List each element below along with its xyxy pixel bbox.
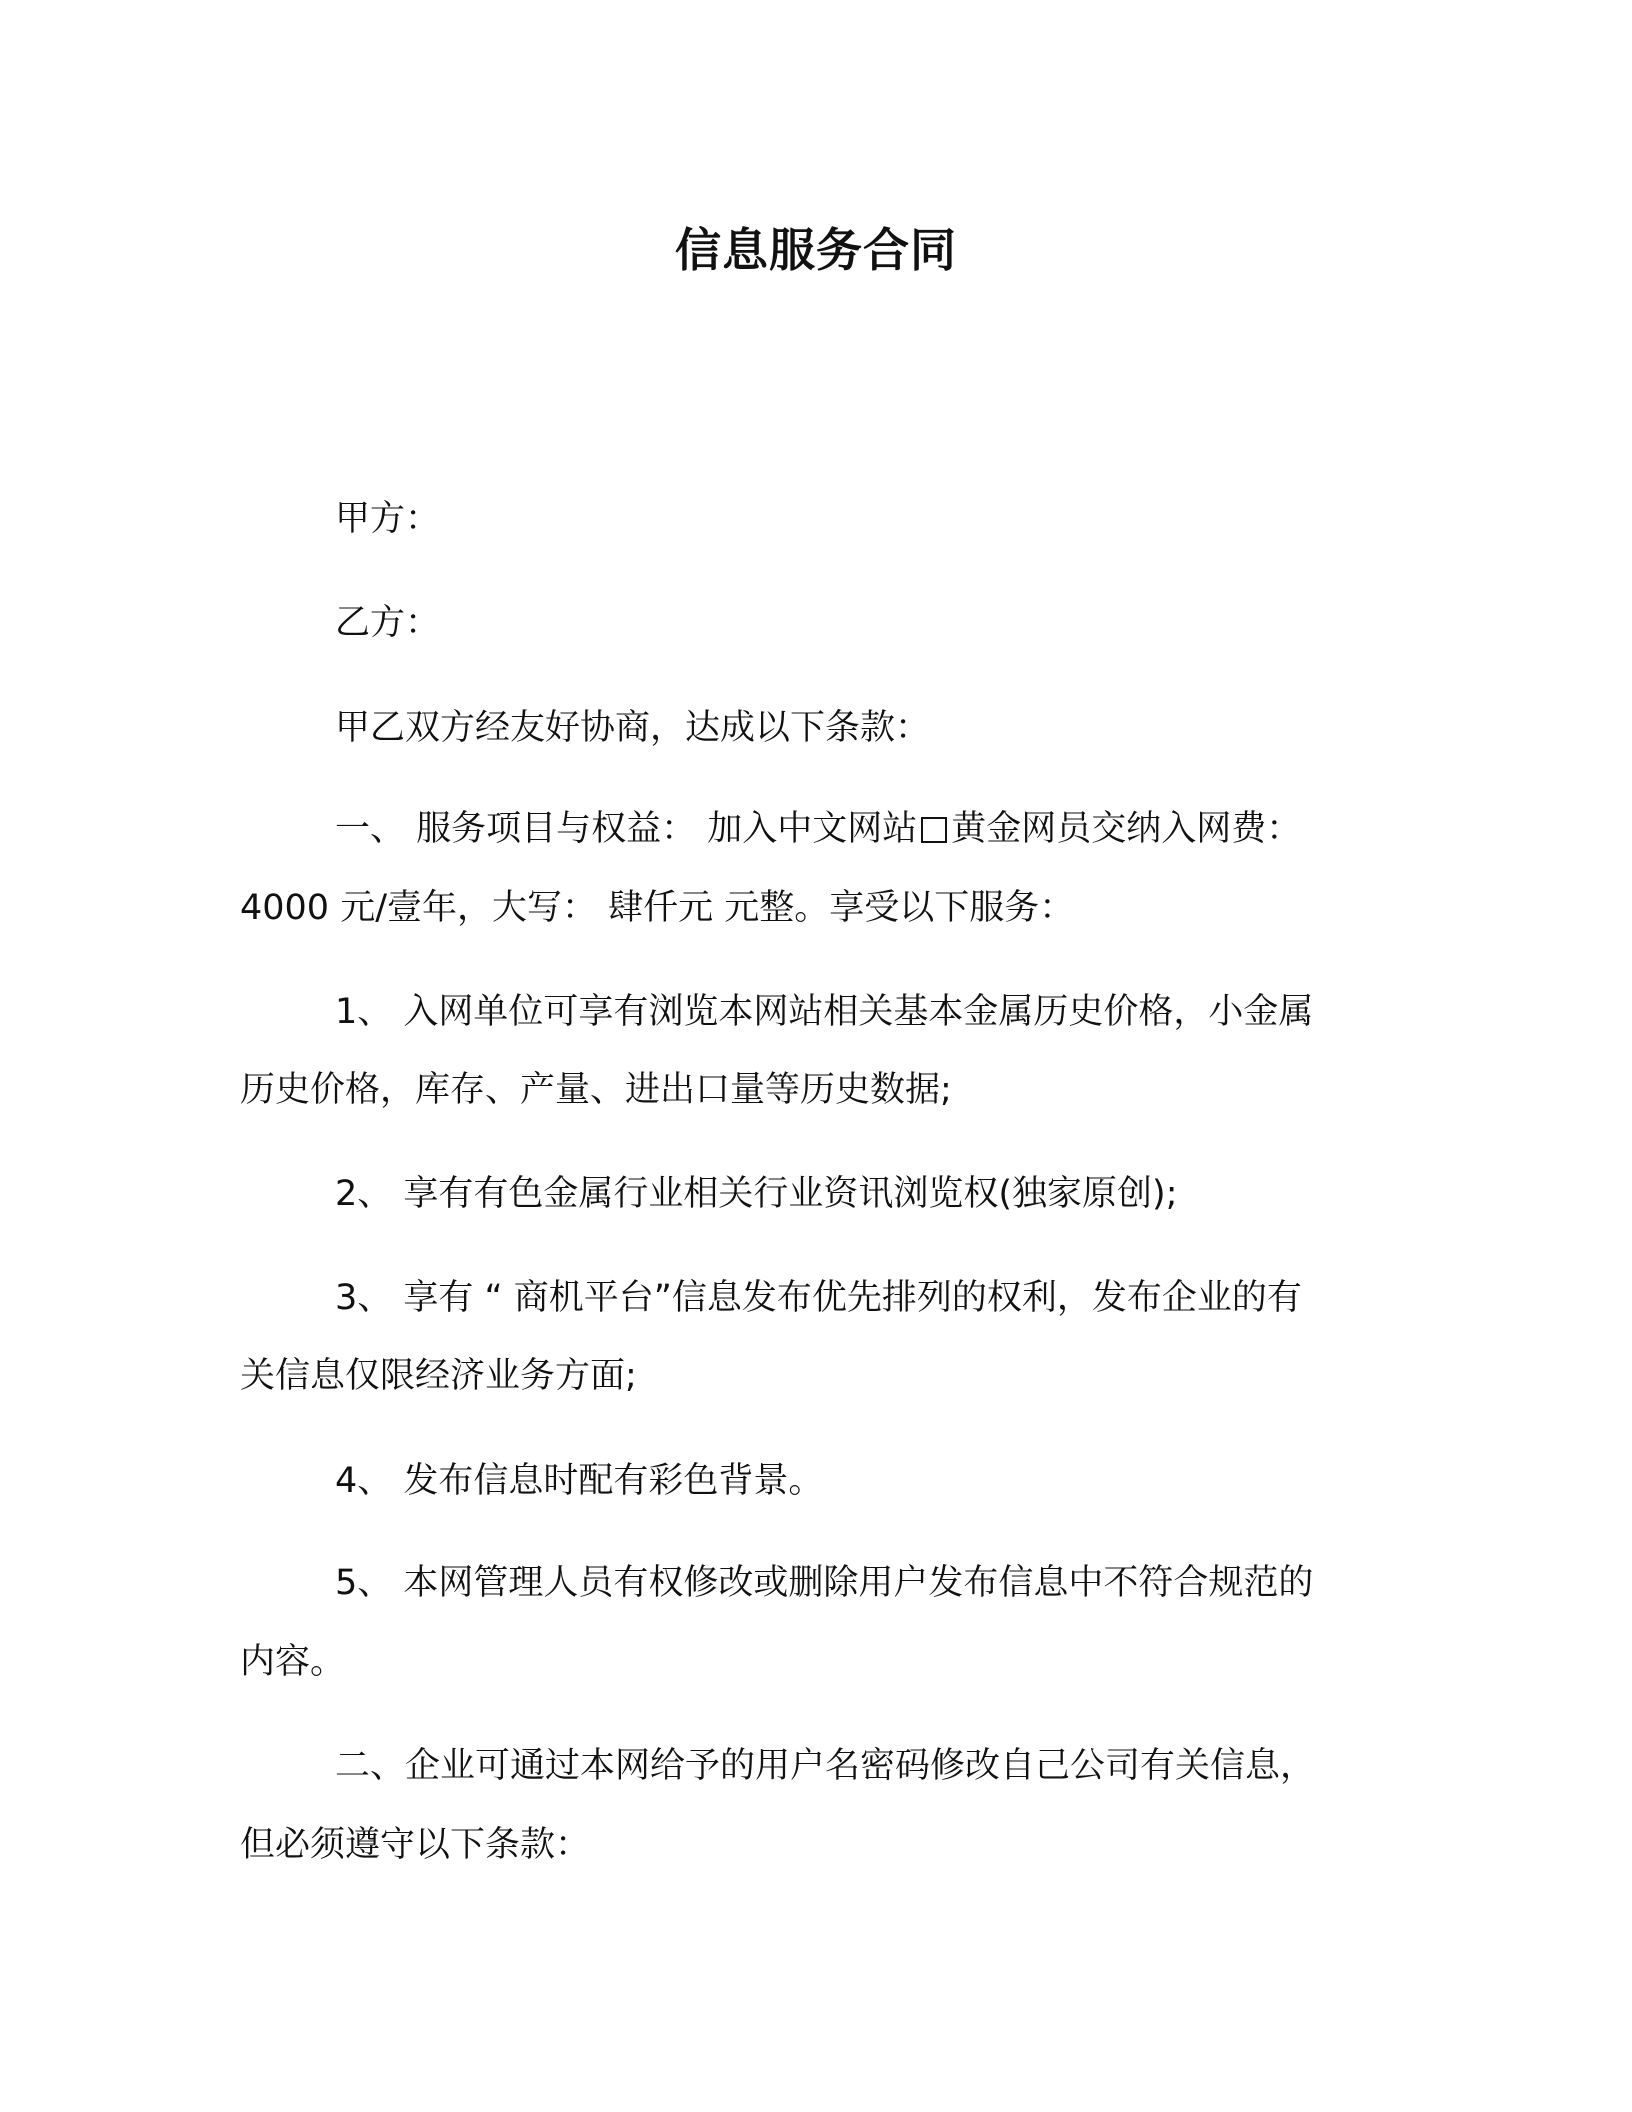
item4: 4、 发布信息时配有彩色背景。 <box>335 1461 824 1501</box>
section2-line1: 二、企业可通过本网给予的用户名密码修改自己公司有关信息， <box>335 1746 1316 1786</box>
section1-line1 <box>335 807 1301 851</box>
section2-line2: 但必须遵守以下条款： <box>240 1825 591 1865</box>
item1-line1: 1、 入网单位可享有浏览本网站相关基本金属历史价格，小金属 <box>335 992 1314 1032</box>
section1-text-after: 黄金网员交纳入网费： <box>951 809 1302 849</box>
party-a-label: 甲方： <box>335 499 441 539</box>
party-b-label: 乙方： <box>335 603 441 643</box>
item3-line2: 关信息仅限经济业务方面; <box>240 1356 637 1396</box>
item5-line1: 5、 本网管理人员有权修改或删除用户发布信息中不符合规范的 <box>335 1563 1314 1603</box>
item3-line1: 3、 享有 “ 商机平台”信息发布优先排列的权利，发布企业的有 <box>335 1278 1302 1318</box>
intro-paragraph: 甲乙双方经友好协商，达成以下条款： <box>335 708 931 748</box>
checkbox-icon <box>921 817 947 843</box>
section1-text-before: 一、 服务项目与权益： 加入中文网站 <box>335 809 918 849</box>
item5-line2: 内容。 <box>240 1642 346 1682</box>
page-title: 信息服务合同 <box>675 223 957 277</box>
item1-line2: 历史价格，库存、产量、进出口量等历史数据; <box>240 1070 952 1110</box>
section1-line2: 4000 元/壹年，大写： 肆仟元 元整。享受以下服务： <box>240 888 1075 928</box>
item2: 2、 享有有色金属行业相关行业资讯浏览权(独家原创); <box>335 1174 1178 1214</box>
